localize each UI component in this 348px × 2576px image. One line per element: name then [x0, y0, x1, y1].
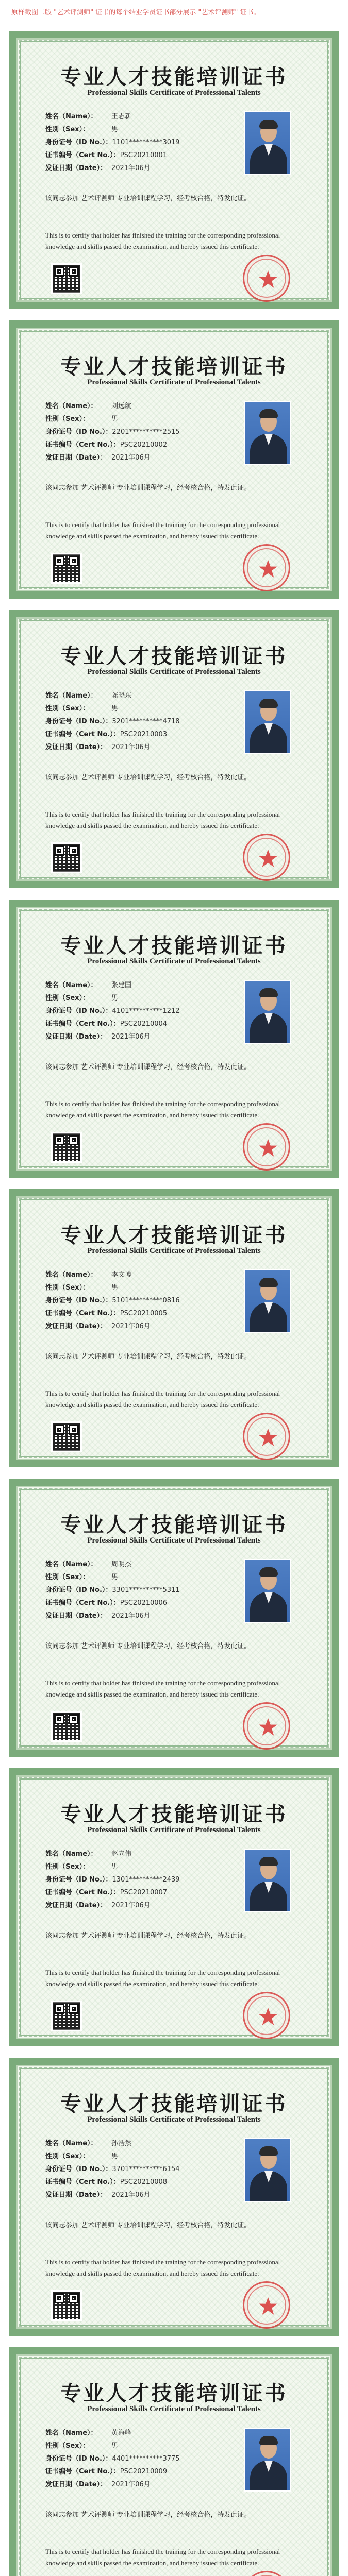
field-name: [45, 1558, 241, 1571]
field-date-label: 发证日期（Date）：: [45, 454, 107, 462]
certificate-fields: [45, 2137, 241, 2201]
field-cert-no: [45, 2176, 241, 2189]
portrait-photo-icon: [244, 401, 291, 465]
field-date: [45, 1899, 241, 1912]
certificate-fields: [45, 1558, 241, 1622]
field-name-value: 赵立伟: [111, 1850, 132, 1858]
field-id-value: 5101**********0816: [112, 1297, 180, 1304]
field-date-label: 发证日期（Date）：: [45, 1323, 107, 1330]
field-name-value: 张建国: [111, 981, 132, 989]
certificate-title-en: Professional Skills Certificate of Professional Talents: [87, 1247, 261, 1255]
qr-code-icon: [53, 2292, 80, 2319]
field-cert-no: [45, 2465, 241, 2478]
field-gender-value: 男: [111, 705, 119, 713]
field-cert-no: [45, 1886, 241, 1899]
certificate-4: [9, 900, 339, 1178]
field-gender: [45, 992, 241, 1005]
field-gender-label: 性别（Sex）：: [45, 1573, 90, 1581]
field-date-label: 发证日期（Date）：: [45, 2481, 107, 2488]
field-id: [45, 1873, 241, 1886]
certificate-description-en: This is to certify that holder has finished the training for the corresponding professional knowledge and skills passed the examination, and hereby issued this certificate.: [45, 1969, 280, 1988]
portrait-photo-icon: [244, 2138, 291, 2202]
certificate-title-zh: 专业人才技能培训证书: [60, 65, 288, 89]
certificate-description-en: This is to certify that holder has finished the training for the corresponding professional knowledge and skills passed the examination, and hereby issued this certificate.: [45, 2258, 280, 2277]
field-cert-no-value: PSC20210003: [120, 731, 168, 738]
certificate-1: [9, 31, 339, 309]
qr-code-icon: [53, 1133, 80, 1161]
field-id-label: 身份证号（ID No.）：: [45, 1876, 112, 1884]
red-star-seal-icon: [243, 2281, 290, 2329]
field-id-label: 身份证号（ID No.）：: [45, 718, 112, 725]
field-date: [45, 1320, 241, 1333]
certificate-title-en: Professional Skills Certificate of Professional Talents: [87, 2405, 261, 2413]
field-id: [45, 136, 241, 149]
field-id: [45, 426, 241, 438]
field-gender-label: 性别（Sex）：: [45, 126, 90, 133]
field-date: [45, 162, 241, 175]
field-gender-label: 性别（Sex）：: [45, 1284, 90, 1292]
field-cert-no: [45, 1597, 241, 1609]
field-date: [45, 1609, 241, 1622]
field-id-label: 身份证号（ID No.）：: [45, 1297, 112, 1304]
field-gender-label: 性别（Sex）：: [45, 2442, 90, 2450]
field-date: [45, 1030, 241, 1043]
field-id-label: 身份证号（ID No.）：: [45, 428, 112, 436]
field-name: [45, 2427, 241, 2439]
certificate-description-zh: 该同志参加 艺术评测师 专业培训课程学习，经考核合格，特发此证。: [45, 1063, 251, 1071]
certificate-title-zh: 专业人才技能培训证书: [60, 644, 288, 668]
field-name: [45, 979, 241, 992]
field-name-label: 姓名（Name）：: [45, 1271, 97, 1279]
field-id: [45, 1005, 241, 1018]
field-name-label: 姓名（Name）：: [45, 1561, 97, 1568]
field-gender-label: 性别（Sex）：: [45, 2153, 90, 2160]
field-gender-value: 男: [111, 2442, 119, 2450]
field-date: [45, 2189, 241, 2201]
certificate-7: [9, 1768, 339, 2046]
field-gender: [45, 1571, 241, 1584]
field-name: [45, 110, 241, 123]
certificate-fields: [45, 689, 241, 754]
certificate-title-en: Professional Skills Certificate of Professional Talents: [87, 378, 261, 386]
field-cert-no: [45, 438, 241, 451]
field-id: [45, 2163, 241, 2176]
field-date-value: 2021年06月: [111, 2191, 151, 2199]
field-name-label: 姓名（Name）：: [45, 981, 97, 989]
field-name: [45, 689, 241, 702]
field-name-label: 姓名（Name）：: [45, 1850, 97, 1858]
certificate-description-en: This is to certify that holder has finished the training for the corresponding professional knowledge and skills passed the examination, and hereby issued this certificate.: [45, 2548, 280, 2567]
red-star-seal-icon: [243, 834, 290, 881]
certificate-fields: [45, 2427, 241, 2491]
field-gender-value: 男: [111, 1573, 119, 1581]
field-gender: [45, 1860, 241, 1873]
field-date-value: 2021年06月: [111, 743, 151, 751]
field-gender: [45, 702, 241, 715]
certificate-2: [9, 320, 339, 599]
field-date-value: 2021年06月: [111, 1612, 151, 1620]
field-id: [45, 1294, 241, 1307]
red-star-seal-icon: [243, 1702, 290, 1750]
field-gender-label: 性别（Sex）：: [45, 1863, 90, 1871]
field-name: [45, 2137, 241, 2150]
certificate-title-en: Professional Skills Certificate of Professional Talents: [87, 2115, 261, 2124]
qr-code-icon: [53, 1713, 80, 1740]
field-id-value: 1301**********2439: [112, 1876, 180, 1884]
field-cert-no-label: 证书编号（Cert No.）：: [45, 2468, 120, 2476]
red-star-seal-icon: [243, 1413, 290, 1460]
certificate-5: [9, 1189, 339, 1467]
field-date-value: 2021年06月: [111, 1323, 151, 1330]
certificate-title-zh: 专业人才技能培训证书: [60, 934, 288, 958]
field-id-label: 身份证号（ID No.）：: [45, 2165, 112, 2173]
field-gender: [45, 1281, 241, 1294]
field-cert-no: [45, 728, 241, 741]
field-gender-value: 男: [111, 126, 119, 133]
field-date-label: 发证日期（Date）：: [45, 2191, 107, 2199]
certificate-description-zh: 该同志参加 艺术评测师 专业培训课程学习，经考核合格，特发此证。: [45, 2511, 251, 2519]
red-star-seal-icon: [243, 2571, 290, 2576]
field-name-label: 姓名（Name）：: [45, 2429, 97, 2437]
field-gender-value: 男: [111, 1863, 119, 1871]
portrait-photo-icon: [244, 1269, 291, 1333]
field-id: [45, 715, 241, 728]
field-id-value: 1101**********3019: [112, 139, 180, 146]
certificate-fields: [45, 1268, 241, 1333]
certificate-title-en: Professional Skills Certificate of Professional Talents: [87, 957, 261, 965]
certificate-list: [0, 31, 348, 2576]
field-gender-label: 性别（Sex）：: [45, 415, 90, 423]
certificate-description-zh: 该同志参加 艺术评测师 专业培训课程学习，经考核合格，特发此证。: [45, 484, 251, 492]
certificate-fields: [45, 400, 241, 464]
field-cert-no-value: PSC20210006: [120, 1599, 168, 1607]
portrait-photo-icon: [244, 1849, 291, 1912]
certificate-description-zh: 该同志参加 艺术评测师 专业培训课程学习，经考核合格，特发此证。: [45, 1642, 251, 1650]
field-cert-no-value: PSC20210005: [120, 1310, 168, 1317]
certificate-description-zh: 该同志参加 艺术评测师 专业培训课程学习，经考核合格，特发此证。: [45, 1932, 251, 1940]
certificate-description-en: This is to certify that holder has finished the training for the corresponding professional knowledge and skills passed the examination, and hereby issued this certificate.: [45, 231, 280, 250]
field-id-value: 4401**********3775: [112, 2455, 180, 2463]
field-name: [45, 400, 241, 413]
intro-text: 原样截图二版 "艺术评测师" 证书的每个结业学员证书部分展示 "艺术评测师" 证书。: [11, 9, 260, 16]
field-date-value: 2021年06月: [111, 1902, 151, 1909]
field-name-value: 王志新: [111, 113, 132, 121]
portrait-photo-icon: [244, 690, 291, 754]
field-cert-no-label: 证书编号（Cert No.）：: [45, 1599, 120, 1607]
field-cert-no-label: 证书编号（Cert No.）：: [45, 1889, 120, 1896]
field-date-label: 发证日期（Date）：: [45, 1033, 107, 1041]
red-star-seal-icon: [243, 255, 290, 302]
field-name-value: 周明杰: [111, 1561, 132, 1568]
field-cert-no: [45, 1018, 241, 1030]
certificate-title-zh: 专业人才技能培训证书: [60, 1223, 288, 1247]
certificate-title-en: Professional Skills Certificate of Professional Talents: [87, 668, 261, 676]
field-date-label: 发证日期（Date）：: [45, 164, 107, 172]
field-date-label: 发证日期（Date）：: [45, 743, 107, 751]
field-cert-no-label: 证书编号（Cert No.）：: [45, 1020, 120, 1028]
field-name-value: 李文博: [111, 1271, 132, 1279]
certificate-title-zh: 专业人才技能培训证书: [60, 1802, 288, 1826]
field-name-label: 姓名（Name）：: [45, 402, 97, 410]
certificate-title-en: Professional Skills Certificate of Professional Talents: [87, 89, 261, 97]
field-date-value: 2021年06月: [111, 1033, 151, 1041]
field-name: [45, 1848, 241, 1860]
field-id-value: 4101**********1212: [112, 1007, 180, 1015]
qr-code-icon: [53, 2002, 80, 2030]
field-cert-no-label: 证书编号（Cert No.）：: [45, 2178, 120, 2186]
field-gender: [45, 413, 241, 426]
field-name-value: 陈晓东: [111, 692, 132, 700]
qr-code-icon: [53, 554, 80, 582]
field-id: [45, 2452, 241, 2465]
red-star-seal-icon: [243, 544, 290, 591]
field-cert-no-label: 证书编号（Cert No.）：: [45, 731, 120, 738]
field-cert-no-value: PSC20210008: [120, 2178, 168, 2186]
field-gender-value: 男: [111, 1284, 119, 1292]
field-id-label: 身份证号（ID No.）：: [45, 1586, 112, 1594]
portrait-photo-icon: [244, 1559, 291, 1623]
field-cert-no: [45, 149, 241, 162]
certificate-title-zh: 专业人才技能培训证书: [60, 2381, 288, 2405]
field-gender-label: 性别（Sex）：: [45, 994, 90, 1002]
field-date-value: 2021年06月: [111, 164, 151, 172]
certificate-description-en: This is to certify that holder has finished the training for the corresponding professional knowledge and skills passed the examination, and hereby issued this certificate.: [45, 1100, 280, 1119]
field-name: [45, 1268, 241, 1281]
field-gender-value: 男: [111, 994, 119, 1002]
certificate-title-zh: 专业人才技能培训证书: [60, 354, 288, 379]
field-cert-no-label: 证书编号（Cert No.）：: [45, 1310, 120, 1317]
field-date: [45, 451, 241, 464]
certificate-description-en: This is to certify that holder has finished the training for the corresponding professional knowledge and skills passed the examination, and hereby issued this certificate.: [45, 521, 280, 540]
certificate-description-zh: 该同志参加 艺术评测师 专业培训课程学习，经考核合格，特发此证。: [45, 1353, 251, 1361]
field-date-value: 2021年06月: [111, 454, 151, 462]
red-star-seal-icon: [243, 1123, 290, 1171]
certificate-description-zh: 该同志参加 艺术评测师 专业培训课程学习，经考核合格，特发此证。: [45, 2222, 251, 2229]
field-cert-no-label: 证书编号（Cert No.）：: [45, 151, 120, 159]
field-cert-no-value: PSC20210004: [120, 1020, 168, 1028]
field-gender-value: 男: [111, 415, 119, 423]
field-cert-no-value: PSC20210009: [120, 2468, 168, 2476]
field-gender: [45, 2150, 241, 2163]
field-id-label: 身份证号（ID No.）：: [45, 2455, 112, 2463]
field-cert-no-label: 证书编号（Cert No.）：: [45, 441, 120, 449]
certificate-fields: [45, 1848, 241, 1912]
certificate-9: [9, 2347, 339, 2576]
field-id-value: 2201**********2515: [112, 428, 180, 436]
certificate-6: [9, 1479, 339, 1757]
field-cert-no-value: PSC20210001: [120, 151, 168, 159]
field-name-value: 刘远航: [111, 402, 132, 410]
portrait-photo-icon: [244, 2428, 291, 2492]
certificate-title-zh: 专业人才技能培训证书: [60, 1513, 288, 1537]
field-id: [45, 1584, 241, 1597]
field-date: [45, 2478, 241, 2491]
red-star-seal-icon: [243, 1992, 290, 2039]
portrait-photo-icon: [244, 111, 291, 175]
certificate-3: [9, 610, 339, 888]
field-id-label: 身份证号（ID No.）：: [45, 1007, 112, 1015]
certificate-title-en: Professional Skills Certificate of Professional Talents: [87, 1536, 261, 1545]
field-date-label: 发证日期（Date）：: [45, 1902, 107, 1909]
field-gender-value: 男: [111, 2153, 119, 2160]
certificate-title-en: Professional Skills Certificate of Professional Talents: [87, 1826, 261, 1834]
field-date-label: 发证日期（Date）：: [45, 1612, 107, 1620]
qr-code-icon: [53, 844, 80, 872]
field-gender-label: 性别（Sex）：: [45, 705, 90, 713]
certificate-title-zh: 专业人才技能培训证书: [60, 2092, 288, 2116]
certificate-description-zh: 该同志参加 艺术评测师 专业培训课程学习，经考核合格，特发此证。: [45, 195, 251, 202]
certificate-fields: [45, 979, 241, 1043]
field-name-label: 姓名（Name）：: [45, 113, 97, 121]
field-id-value: 3701**********6154: [112, 2165, 180, 2173]
field-date-value: 2021年06月: [111, 2481, 151, 2488]
certificate-description-en: This is to certify that holder has finished the training for the corresponding professional knowledge and skills passed the examination, and hereby issued this certificate.: [45, 1389, 280, 1409]
field-date: [45, 741, 241, 754]
certificate-description-en: This is to certify that holder has finished the training for the corresponding professional knowledge and skills passed the examination, and hereby issued this certificate.: [45, 1679, 280, 1698]
field-cert-no: [45, 1307, 241, 1320]
qr-code-icon: [53, 265, 80, 293]
field-id-label: 身份证号（ID No.）：: [45, 139, 112, 146]
field-name-label: 姓名（Name）：: [45, 692, 97, 700]
field-cert-no-value: PSC20210007: [120, 1889, 168, 1896]
field-gender: [45, 2439, 241, 2452]
certificate-description-zh: 该同志参加 艺术评测师 专业培训课程学习，经考核合格，特发此证。: [45, 774, 251, 782]
field-id-value: 3301**********5311: [112, 1586, 180, 1594]
field-name-value: 黄海峰: [111, 2429, 132, 2437]
qr-code-icon: [53, 1423, 80, 1451]
certificate-8: [9, 2058, 339, 2336]
portrait-photo-icon: [244, 980, 291, 1044]
certificate-description-en: This is to certify that holder has finished the training for the corresponding professional knowledge and skills passed the examination, and hereby issued this certificate.: [45, 810, 280, 829]
field-cert-no-value: PSC20210002: [120, 441, 168, 449]
field-gender: [45, 123, 241, 136]
field-name-label: 姓名（Name）：: [45, 2140, 97, 2147]
field-name-value: 孙浩然: [111, 2140, 132, 2147]
certificate-fields: [45, 110, 241, 175]
field-id-value: 3201**********4718: [112, 718, 180, 725]
